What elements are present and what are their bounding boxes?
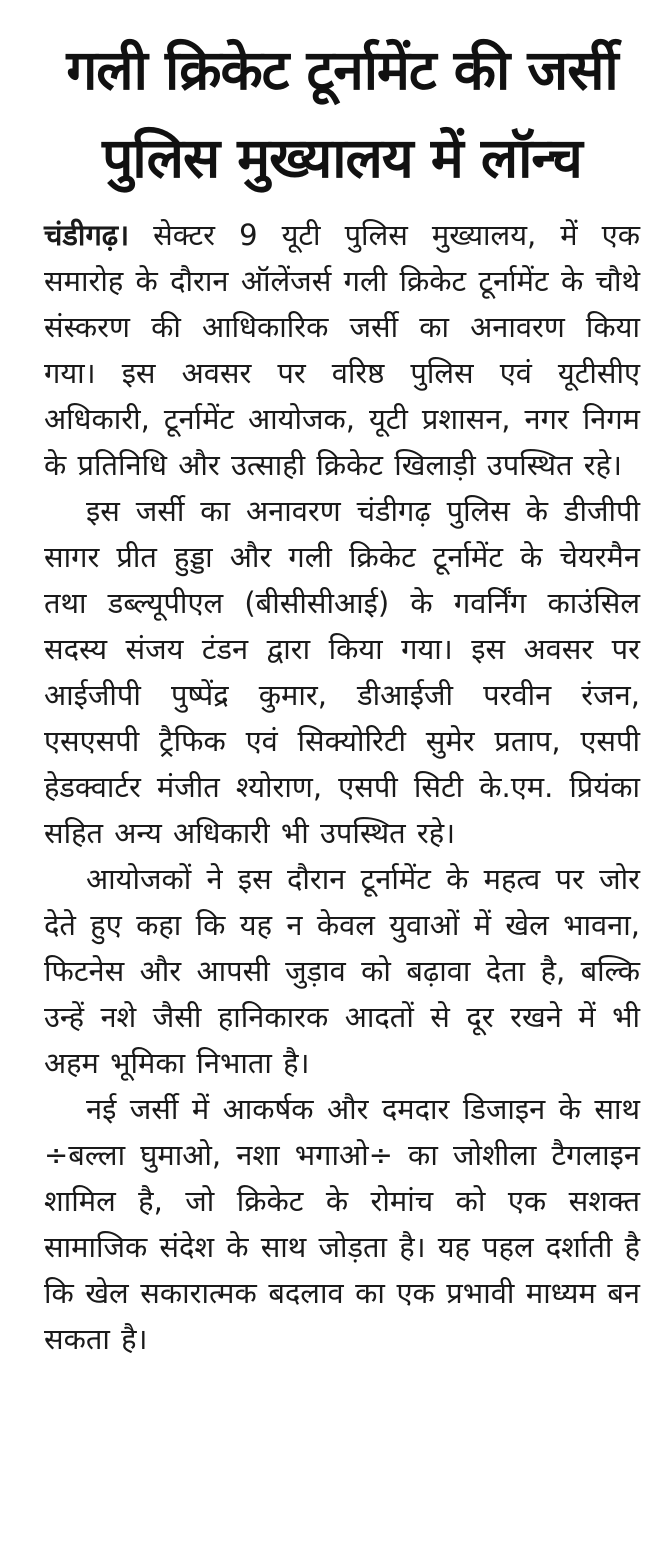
dateline: चंडीगढ़। [44, 218, 130, 252]
paragraph-4: नई जर्सी में आकर्षक और दमदार डिजाइन के साथ ÷बल्ला घुमाओ, नशा भगाओ÷ का जोशीला टैगलाइन शामिल है, जो क्रिकेट के रोमांच को एक सशक्त सामाजिक संदेश के साथ जोड़ता है। यह पहल दर्शाती है कि खेल सकारात्मक बदलाव का एक प्रभावी माध्यम बन सकता है। [44, 1092, 640, 1356]
headline-line-2: पुलिस मुख्यालय में लॉन्च [102, 126, 582, 190]
headline-line-1: गली क्रिकेट टूर्नामेंट की जर्सी [66, 38, 618, 102]
paragraph-1-text: सेक्टर 9 यूटी पुलिस मुख्यालय, में एक समारोह के दौरान ऑलेंजर्स गली क्रिकेट टूर्नामेंट के चौथे संस्करण की आधिकारिक जर्सी का अनावरण किया गया। इस अवसर पर वरिष्ठ पुलिस एवं यूटीसीए अधिकारी, टूर्नामेंट आयोजक, यूटी प्रशासन, नगर निगम के प्रतिनिधि और उत्साही क्रिकेट खिलाड़ी उपस्थित रहे। [44, 218, 640, 482]
paragraph-1 [44, 212, 640, 488]
headline [44, 26, 640, 202]
article-body [44, 212, 640, 1362]
paragraph-2: इस जर्सी का अनावरण चंडीगढ़ पुलिस के डीजीपी सागर प्रीत हुड्डा और गली क्रिकेट टूर्नामेंट के चेयरमैन तथा डब्ल्यूपीएल (बीसीसीआई) के गवर्निंग काउंसिल सदस्य संजय टंडन द्वारा किया गया। इस अवसर पर आईजीपी पुष्पेंद्र कुमार, डीआईजी परवीन रंजन, एसएसपी ट्रैफिक एवं सिक्योरिटी सुमेर प्रताप, एसपी हेडक्वार्टर मंजीत श्योराण, एसपी सिटी के.एम. प्रियंका सहित अन्य अधिकारी भी उपस्थित रहे। [44, 494, 640, 850]
paragraph-3: आयोजकों ने इस दौरान टूर्नामेंट के महत्व पर जोर देते हुए कहा कि यह न केवल युवाओं में खेल भावना, फिटनेस और आपसी जुड़ाव को बढ़ावा देता है, बल्कि उन्हें नशे जैसी हानिकारक आदतों से दूर रखने में भी अहम भूमिका निभाता है। [44, 862, 640, 1080]
